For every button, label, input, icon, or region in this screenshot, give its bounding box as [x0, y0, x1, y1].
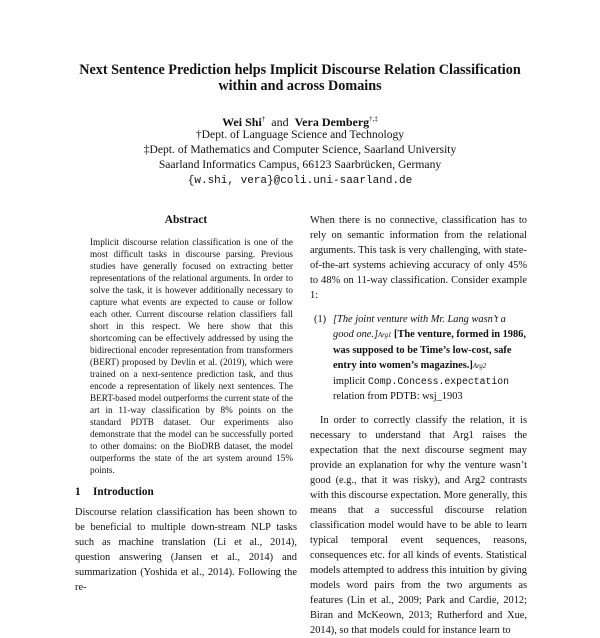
example-implicit: implicit — [333, 376, 366, 387]
author-1-mark: † — [261, 115, 266, 123]
section-1-number: 1 — [75, 486, 81, 498]
email-line — [40, 172, 560, 189]
affiliation-1: †Dept. of Language Science and Technology — [195, 128, 405, 141]
paper-title — [40, 62, 560, 94]
title-line-2: within and across Domains — [218, 78, 382, 94]
author-2: Vera Demberg — [294, 115, 370, 129]
title-line-1: Next Sentence Prediction helps Implicit Discourse Relation Classification — [79, 62, 521, 78]
right-para-2: In order to correctly classify the relation, it is necessary to understand that Arg1 raises the expectation that the next discourse segment may provide an explanation for why the venture wasn’t good (e.g., that it was risky), and Arg2 contrasts with this discourse expectation. More generally, this means that a successful discourse relation classification model would have to be able to learn typical temporal event sequences, reasons, consequences etc. for all kinds of events. Statistical models attempted to address this intuition by giving models word pairs from the two arguments as features (Lin et al., 2009; Park and Cardie, 2012; Biran and McKeown, 2013; Rutherford and Xue, 2014), so that models could for instance learn to — [310, 415, 527, 636]
abstract-text: Implicit discourse relation classification is one of the most difficult tasks in discourse parsing. Previous studies have generally focused on extracting better representations of the relational arguments. In order to solve the task, it is however additionally necessary to capture what events are expected to cause or follow each other. Current discourse relation classifiers fall short in this respect. We here show that this shortcoming can be effectively addressed by using the bidirectional encoder representation from transformers (BERT) proposed by Devlin et al. (2019), which were trained on a next-sentence prediction task, and thus encode a representation of likely next sentences. The BERT-based model outperforms the current state of the art in 11-way classification by 8% points on the standard PDTB dataset. Our experiments also demonstrate that the model can be successfully ported to other domains: on the BioDRB dataset, the model outperforms the state of the art system around 15% points. — [90, 237, 293, 475]
section-1-title: Introduction — [93, 486, 154, 498]
section-1-heading — [75, 485, 297, 499]
author-and: and — [271, 115, 289, 129]
author-2-mark: †,‡ — [369, 115, 378, 123]
example-arg1: [The joint venture with Mr. Lang wasn’t a good one.] — [333, 314, 506, 340]
section-1-text: Discourse relation classification has been shown to be beneficial to multiple down-stream NLP tasks such as machine translation (Li et al., 2014), question answering (Jansen et al., 2014) and summarization (Yoshida et al., 2014). Following the re- — [75, 507, 297, 593]
example-1 — [310, 312, 527, 404]
example-source: relation from PDTB: wsj_1903 — [333, 391, 463, 402]
example-arg2-sub: Arg2 — [472, 363, 487, 370]
right-para-1: When there is no connective, classification has to rely on semantic information from the relational arguments. This task is very challenging, with state-of-the-art systems achieving accuracy of only 45% to 48% on 11-way classification. Consider example 1: — [310, 215, 527, 301]
right-column — [310, 213, 527, 638]
abstract-heading: Abstract — [164, 214, 208, 226]
affiliation-2: ‡Dept. of Mathematics and Computer Science, Saarland University — [143, 143, 457, 156]
example-label: (1) — [314, 314, 327, 325]
left-column — [75, 213, 297, 595]
author-1: Wei Shi — [222, 115, 262, 129]
example-relation: Comp.Concess.expectation — [367, 376, 510, 387]
email: {w.shi, vera}@coli.uni-saarland.de — [187, 175, 413, 187]
example-arg2: [The venture, formed in 1986, was supposed to be Time’s low-cost, safe entry into women’s magazines.] — [333, 329, 526, 371]
affiliation-3: Saarland Informatics Campus, 66123 Saarbrücken, Germany — [158, 158, 442, 171]
example-arg1-sub: Arg1 — [378, 332, 392, 339]
